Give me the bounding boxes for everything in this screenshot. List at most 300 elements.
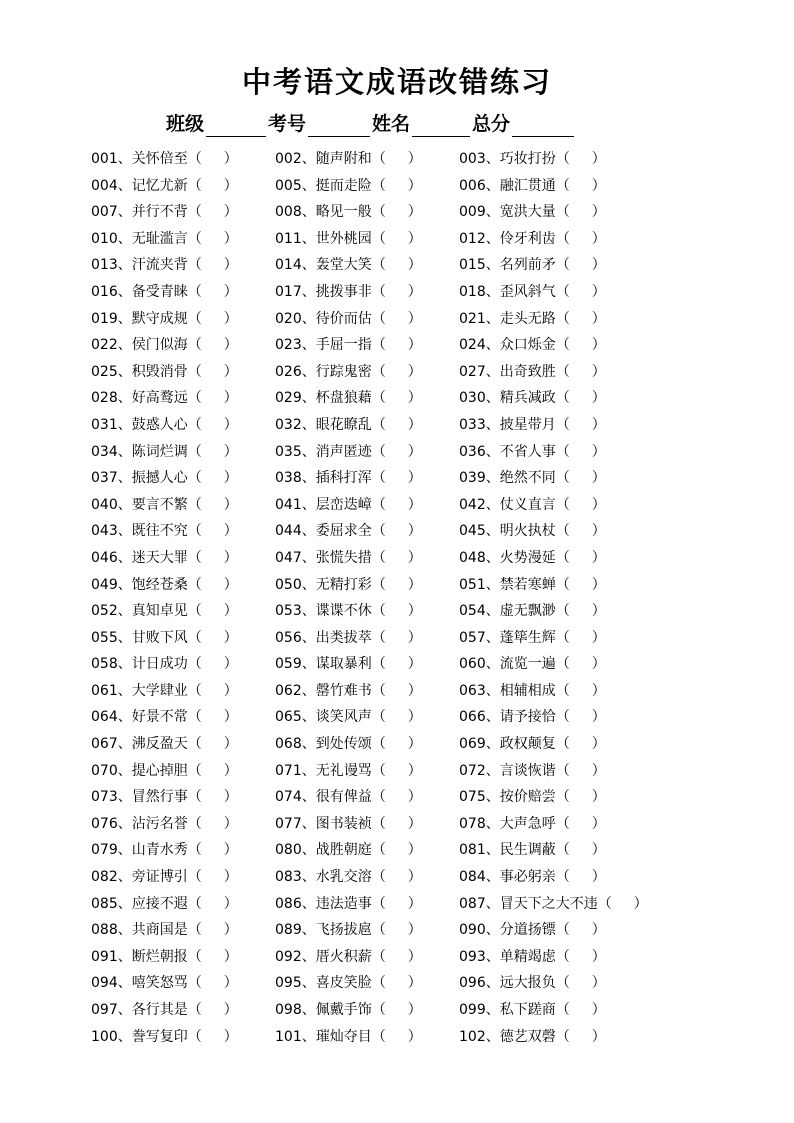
idiom-item bbox=[91, 811, 238, 838]
answer-paren-open: （ bbox=[371, 337, 386, 354]
answer-paren-close: ） bbox=[223, 576, 238, 593]
item-number: 036 bbox=[459, 443, 486, 460]
item-idiom: 火势漫延 bbox=[499, 549, 556, 566]
answer-paren-open: （ bbox=[187, 337, 202, 354]
item-number: 061 bbox=[91, 682, 118, 699]
answer-paren-close: ） bbox=[407, 656, 422, 673]
item-separator: 、 bbox=[117, 603, 132, 620]
item-number: 062 bbox=[275, 682, 302, 699]
item-number: 063 bbox=[459, 682, 486, 699]
item-number: 082 bbox=[91, 869, 118, 886]
item-number: 097 bbox=[91, 1002, 118, 1018]
item-idiom: 融汇贯通 bbox=[499, 177, 556, 194]
answer-paren-close: ） bbox=[591, 603, 606, 620]
idiom-item bbox=[459, 811, 606, 838]
answer-paren-open: （ bbox=[371, 762, 386, 779]
item-idiom: 断烂朝报 bbox=[131, 948, 188, 965]
idiom-item bbox=[459, 970, 606, 997]
idiom-item bbox=[91, 704, 238, 731]
item-idiom: 远大报负 bbox=[499, 975, 556, 992]
item-row bbox=[91, 518, 771, 545]
idiom-item bbox=[91, 518, 238, 545]
item-separator: 、 bbox=[485, 682, 500, 699]
answer-paren-close: ） bbox=[591, 310, 606, 327]
answer-paren-close: ） bbox=[223, 603, 238, 620]
answer-paren-open: （ bbox=[187, 443, 202, 460]
item-separator: 、 bbox=[485, 496, 500, 513]
answer-paren-close: ） bbox=[591, 283, 606, 300]
answer-paren-open: （ bbox=[371, 922, 386, 939]
item-number: 040 bbox=[91, 496, 118, 513]
item-number: 068 bbox=[275, 736, 302, 753]
item-idiom: 厝火积薪 bbox=[315, 948, 372, 965]
answer-paren-close: ） bbox=[223, 736, 238, 753]
item-idiom: 飞扬拔扈 bbox=[315, 922, 372, 939]
item-row bbox=[91, 651, 771, 678]
idiom-item bbox=[275, 492, 422, 519]
answer-paren-close: ） bbox=[223, 257, 238, 274]
answer-paren-close: ） bbox=[407, 337, 422, 354]
idiom-item bbox=[275, 997, 422, 1024]
item-separator: 、 bbox=[117, 736, 132, 753]
page-title: 中考语文成语改错练习 bbox=[241, 65, 552, 99]
item-idiom: 绝然不同 bbox=[499, 470, 556, 487]
idiom-item bbox=[459, 465, 606, 492]
answer-paren-close: ） bbox=[407, 895, 422, 912]
item-row bbox=[91, 864, 771, 891]
answer-paren-open: （ bbox=[555, 576, 570, 593]
item-number: 067 bbox=[91, 736, 118, 753]
answer-paren-open: （ bbox=[555, 815, 570, 832]
answer-paren-open: （ bbox=[187, 204, 202, 221]
item-separator: 、 bbox=[301, 177, 316, 194]
item-separator: 、 bbox=[117, 1002, 132, 1018]
item-separator: 、 bbox=[485, 948, 500, 965]
answer-paren-open: （ bbox=[555, 869, 570, 886]
answer-paren-open: （ bbox=[187, 230, 202, 247]
item-separator: 、 bbox=[485, 363, 500, 380]
idiom-item bbox=[459, 412, 606, 439]
answer-paren-open: （ bbox=[555, 789, 570, 806]
answer-paren-open: （ bbox=[371, 230, 386, 247]
item-idiom: 谍谍不休 bbox=[315, 603, 372, 620]
item-number: 019 bbox=[91, 310, 118, 327]
answer-paren-close: ） bbox=[223, 310, 238, 327]
idiom-item bbox=[275, 146, 422, 173]
idiom-item bbox=[91, 492, 238, 519]
item-idiom: 分道扬镖 bbox=[499, 922, 556, 939]
item-number: 064 bbox=[91, 709, 118, 726]
item-separator: 、 bbox=[117, 177, 132, 194]
item-number: 012 bbox=[459, 230, 486, 247]
item-number: 025 bbox=[91, 363, 118, 380]
info-blank-line[interactable] bbox=[308, 114, 370, 137]
item-idiom: 汗流夹背 bbox=[131, 257, 188, 274]
answer-paren-close: ） bbox=[407, 842, 422, 859]
item-idiom: 巧妆打扮 bbox=[499, 151, 556, 167]
item-idiom: 无耻滥言 bbox=[131, 230, 188, 247]
item-number: 058 bbox=[91, 656, 118, 673]
item-idiom: 冒然行事 bbox=[131, 789, 188, 806]
answer-paren-close: ） bbox=[591, 842, 606, 859]
item-number: 089 bbox=[275, 922, 302, 939]
answer-paren-close: ） bbox=[407, 629, 422, 646]
item-number: 013 bbox=[91, 257, 118, 274]
item-number: 004 bbox=[91, 177, 118, 194]
idiom-item bbox=[275, 1024, 422, 1051]
idiom-item bbox=[91, 864, 238, 891]
item-number: 042 bbox=[459, 496, 486, 513]
item-number: 050 bbox=[275, 576, 302, 593]
answer-paren-open: （ bbox=[555, 363, 570, 380]
answer-paren-close: ） bbox=[223, 895, 238, 912]
idiom-item bbox=[275, 811, 422, 838]
item-row bbox=[91, 625, 771, 652]
info-field bbox=[268, 111, 372, 137]
idiom-item bbox=[275, 572, 422, 599]
answer-paren-open: （ bbox=[187, 789, 202, 806]
item-separator: 、 bbox=[117, 789, 132, 806]
answer-paren-close: ） bbox=[591, 682, 606, 699]
answer-paren-close: ） bbox=[223, 842, 238, 859]
idiom-item bbox=[275, 359, 422, 386]
item-number: 052 bbox=[91, 603, 118, 620]
item-idiom: 行踪鬼密 bbox=[315, 363, 372, 380]
answer-paren-close: ） bbox=[407, 1002, 422, 1018]
item-idiom: 歪风斜气 bbox=[499, 283, 556, 300]
item-idiom: 蓬筚生辉 bbox=[499, 629, 556, 646]
idiom-item bbox=[275, 864, 422, 891]
item-number: 015 bbox=[459, 257, 486, 274]
answer-paren-close: ） bbox=[591, 1028, 606, 1045]
answer-paren-close: ） bbox=[223, 869, 238, 886]
item-separator: 、 bbox=[485, 151, 500, 167]
item-number: 041 bbox=[275, 496, 302, 513]
idiom-item bbox=[459, 173, 606, 200]
answer-paren-close: ） bbox=[591, 1002, 606, 1018]
item-number: 032 bbox=[275, 416, 302, 433]
idiom-item bbox=[91, 385, 238, 412]
item-separator: 、 bbox=[301, 230, 316, 247]
item-number: 091 bbox=[91, 948, 118, 965]
answer-paren-close: ） bbox=[591, 257, 606, 274]
answer-paren-open: （ bbox=[371, 151, 386, 167]
item-number: 080 bbox=[275, 842, 302, 859]
item-number: 035 bbox=[275, 443, 302, 460]
idiom-item bbox=[275, 837, 422, 864]
item-number: 053 bbox=[275, 603, 302, 620]
answer-paren-open: （ bbox=[187, 151, 202, 167]
item-row bbox=[91, 784, 771, 811]
item-idiom: 甘败下风 bbox=[131, 629, 188, 646]
answer-paren-close: ） bbox=[407, 789, 422, 806]
answer-paren-close: ） bbox=[591, 416, 606, 433]
item-separator: 、 bbox=[485, 656, 500, 673]
item-row bbox=[91, 439, 771, 466]
idiom-item bbox=[275, 944, 422, 971]
item-separator: 、 bbox=[301, 815, 316, 832]
idiom-item bbox=[275, 332, 422, 359]
item-idiom: 轰堂大笑 bbox=[315, 257, 372, 274]
item-idiom: 沾污名誉 bbox=[131, 815, 188, 832]
idiom-item bbox=[459, 279, 606, 306]
item-number: 006 bbox=[459, 177, 486, 194]
item-separator: 、 bbox=[485, 895, 500, 912]
item-number: 078 bbox=[459, 815, 486, 832]
item-separator: 、 bbox=[485, 576, 500, 593]
answer-paren-open: （ bbox=[555, 177, 570, 194]
item-separator: 、 bbox=[301, 151, 316, 167]
answer-paren-close: ） bbox=[407, 151, 422, 167]
item-idiom: 层峦迭嶂 bbox=[315, 496, 372, 513]
answer-paren-open: （ bbox=[187, 975, 202, 992]
answer-paren-open: （ bbox=[187, 310, 202, 327]
item-row bbox=[91, 1024, 771, 1051]
item-separator: 、 bbox=[117, 310, 132, 327]
item-idiom: 谈笑风声 bbox=[315, 709, 372, 726]
idiom-item bbox=[459, 226, 606, 253]
item-separator: 、 bbox=[301, 603, 316, 620]
answer-paren-close: ） bbox=[407, 576, 422, 593]
answer-paren-open: （ bbox=[555, 975, 570, 992]
item-number: 003 bbox=[459, 151, 486, 167]
idiom-item bbox=[459, 306, 606, 333]
answer-paren-open: （ bbox=[371, 523, 386, 540]
idiom-item bbox=[91, 731, 238, 758]
idiom-item bbox=[91, 917, 238, 944]
item-separator: 、 bbox=[117, 496, 132, 513]
item-number: 075 bbox=[459, 789, 486, 806]
item-number: 028 bbox=[91, 390, 118, 407]
item-idiom: 喜皮笑脸 bbox=[315, 975, 372, 992]
item-separator: 、 bbox=[301, 656, 316, 673]
answer-paren-open: （ bbox=[371, 443, 386, 460]
item-idiom: 违法造事 bbox=[315, 895, 372, 912]
answer-paren-close: ） bbox=[591, 549, 606, 566]
item-idiom: 世外桃园 bbox=[315, 230, 372, 247]
item-number: 002 bbox=[275, 151, 302, 167]
item-separator: 、 bbox=[117, 1028, 132, 1045]
item-separator: 、 bbox=[117, 629, 132, 646]
item-separator: 、 bbox=[301, 204, 316, 221]
item-separator: 、 bbox=[301, 363, 316, 380]
item-separator: 、 bbox=[485, 310, 500, 327]
item-separator: 、 bbox=[117, 869, 132, 886]
item-idiom: 应接不遐 bbox=[131, 895, 188, 912]
idiom-item bbox=[275, 784, 422, 811]
answer-paren-close: ） bbox=[407, 283, 422, 300]
item-number: 094 bbox=[91, 975, 118, 992]
answer-paren-close: ） bbox=[223, 815, 238, 832]
item-separator: 、 bbox=[117, 975, 132, 992]
item-number: 077 bbox=[275, 815, 302, 832]
idiom-item bbox=[91, 997, 238, 1024]
item-number: 102 bbox=[459, 1028, 486, 1045]
item-number: 024 bbox=[459, 337, 486, 354]
item-idiom: 名列前矛 bbox=[499, 257, 556, 274]
item-separator: 、 bbox=[117, 549, 132, 566]
idiom-item bbox=[275, 678, 422, 705]
item-idiom: 众口烁金 bbox=[499, 337, 556, 354]
item-number: 009 bbox=[459, 204, 486, 221]
item-separator: 、 bbox=[301, 257, 316, 274]
item-separator: 、 bbox=[301, 975, 316, 992]
item-idiom: 既往不究 bbox=[131, 523, 188, 540]
item-idiom: 各行其是 bbox=[131, 1002, 188, 1018]
answer-paren-close: ） bbox=[223, 975, 238, 992]
item-separator: 、 bbox=[301, 523, 316, 540]
item-idiom: 共商国是 bbox=[131, 922, 188, 939]
item-idiom: 备受青睐 bbox=[131, 283, 188, 300]
item-separator: 、 bbox=[485, 842, 500, 859]
info-label: 姓名 bbox=[372, 113, 411, 135]
answer-paren-open: （ bbox=[555, 842, 570, 859]
answer-paren-close: ） bbox=[223, 656, 238, 673]
item-idiom: 到处传颂 bbox=[315, 736, 372, 753]
answer-paren-close: ） bbox=[407, 257, 422, 274]
idiom-item bbox=[91, 678, 238, 705]
answer-paren-close: ） bbox=[591, 390, 606, 407]
answer-paren-open: （ bbox=[555, 416, 570, 433]
idiom-item bbox=[275, 465, 422, 492]
item-number: 030 bbox=[459, 390, 486, 407]
item-number: 056 bbox=[275, 629, 302, 646]
item-separator: 、 bbox=[117, 948, 132, 965]
idiom-item bbox=[91, 252, 238, 279]
idiom-item bbox=[275, 279, 422, 306]
item-idiom: 略见一般 bbox=[315, 204, 372, 221]
answer-paren-close: ） bbox=[407, 603, 422, 620]
answer-paren-open: （ bbox=[555, 1002, 570, 1018]
item-separator: 、 bbox=[301, 576, 316, 593]
item-row bbox=[91, 412, 771, 439]
answer-paren-close: ） bbox=[407, 204, 422, 221]
answer-paren-open: （ bbox=[555, 204, 570, 221]
idiom-item bbox=[91, 545, 238, 572]
item-number: 005 bbox=[275, 177, 302, 194]
answer-paren-open: （ bbox=[187, 603, 202, 620]
idiom-item bbox=[275, 226, 422, 253]
answer-paren-open: （ bbox=[187, 869, 202, 886]
answer-paren-close: ） bbox=[591, 656, 606, 673]
item-idiom: 待价而估 bbox=[315, 310, 372, 327]
item-number: 098 bbox=[275, 1002, 302, 1018]
info-blank-line[interactable] bbox=[512, 114, 574, 137]
item-separator: 、 bbox=[117, 283, 132, 300]
idiom-item bbox=[91, 359, 238, 386]
answer-paren-open: （ bbox=[371, 496, 386, 513]
item-separator: 、 bbox=[301, 629, 316, 646]
item-row bbox=[91, 226, 771, 253]
item-separator: 、 bbox=[117, 709, 132, 726]
answer-paren-open: （ bbox=[555, 922, 570, 939]
item-number: 023 bbox=[275, 337, 302, 354]
item-row bbox=[91, 359, 771, 386]
idiom-item bbox=[91, 784, 238, 811]
idiom-item bbox=[459, 944, 606, 971]
idiom-item bbox=[459, 837, 606, 864]
item-separator: 、 bbox=[485, 390, 500, 407]
answer-paren-close: ） bbox=[407, 922, 422, 939]
item-row bbox=[91, 678, 771, 705]
idiom-item bbox=[91, 465, 238, 492]
answer-paren-close: ） bbox=[591, 443, 606, 460]
idiom-item bbox=[275, 385, 422, 412]
item-separator: 、 bbox=[117, 416, 132, 433]
answer-paren-open: （ bbox=[371, 549, 386, 566]
answer-paren-close: ） bbox=[407, 470, 422, 487]
item-row bbox=[91, 252, 771, 279]
item-number: 072 bbox=[459, 762, 486, 779]
item-idiom: 委屈求全 bbox=[315, 523, 372, 540]
item-separator: 、 bbox=[301, 337, 316, 354]
item-number: 070 bbox=[91, 762, 118, 779]
idiom-item bbox=[275, 518, 422, 545]
idiom-item bbox=[91, 944, 238, 971]
answer-paren-close: ） bbox=[407, 177, 422, 194]
item-separator: 、 bbox=[485, 789, 500, 806]
item-idiom: 默守成规 bbox=[131, 310, 188, 327]
item-separator: 、 bbox=[485, 257, 500, 274]
idiom-item bbox=[459, 439, 606, 466]
item-number: 007 bbox=[91, 204, 118, 221]
answer-paren-close: ） bbox=[591, 177, 606, 194]
item-separator: 、 bbox=[485, 603, 500, 620]
item-number: 069 bbox=[459, 736, 486, 753]
answer-paren-open: （ bbox=[555, 470, 570, 487]
item-idiom: 战胜朝庭 bbox=[315, 842, 372, 859]
answer-paren-open: （ bbox=[371, 257, 386, 274]
answer-paren-open: （ bbox=[187, 283, 202, 300]
item-separator: 、 bbox=[301, 1002, 316, 1018]
info-blank-line[interactable] bbox=[412, 114, 470, 137]
answer-paren-open: （ bbox=[371, 603, 386, 620]
answer-paren-close: ） bbox=[223, 496, 238, 513]
info-blank-line[interactable] bbox=[206, 114, 266, 137]
idiom-item bbox=[91, 146, 238, 173]
item-separator: 、 bbox=[117, 363, 132, 380]
answer-paren-open: （ bbox=[187, 656, 202, 673]
item-row bbox=[91, 917, 771, 944]
item-number: 085 bbox=[91, 895, 118, 912]
answer-paren-close: ） bbox=[407, 736, 422, 753]
item-separator: 、 bbox=[485, 1002, 500, 1018]
item-number: 074 bbox=[275, 789, 302, 806]
answer-paren-open: （ bbox=[555, 337, 570, 354]
item-separator: 、 bbox=[117, 523, 132, 540]
item-number: 001 bbox=[91, 151, 118, 167]
item-row bbox=[91, 545, 771, 572]
answer-paren-close: ） bbox=[223, 523, 238, 540]
answer-paren-close: ） bbox=[407, 416, 422, 433]
item-number: 044 bbox=[275, 523, 302, 540]
answer-paren-open: （ bbox=[371, 629, 386, 646]
idiom-item bbox=[275, 306, 422, 333]
item-idiom: 水乳交溶 bbox=[315, 869, 372, 886]
item-separator: 、 bbox=[485, 975, 500, 992]
item-row bbox=[91, 758, 771, 785]
answer-paren-close: ） bbox=[591, 523, 606, 540]
answer-paren-open: （ bbox=[187, 629, 202, 646]
item-idiom: 随声附和 bbox=[315, 151, 372, 167]
answer-paren-open: （ bbox=[371, 975, 386, 992]
item-idiom: 披星带月 bbox=[499, 416, 556, 433]
answer-paren-open: （ bbox=[187, 257, 202, 274]
item-separator: 、 bbox=[485, 230, 500, 247]
answer-paren-open: （ bbox=[187, 390, 202, 407]
item-row bbox=[91, 944, 771, 971]
item-idiom: 请予接恰 bbox=[499, 709, 556, 726]
